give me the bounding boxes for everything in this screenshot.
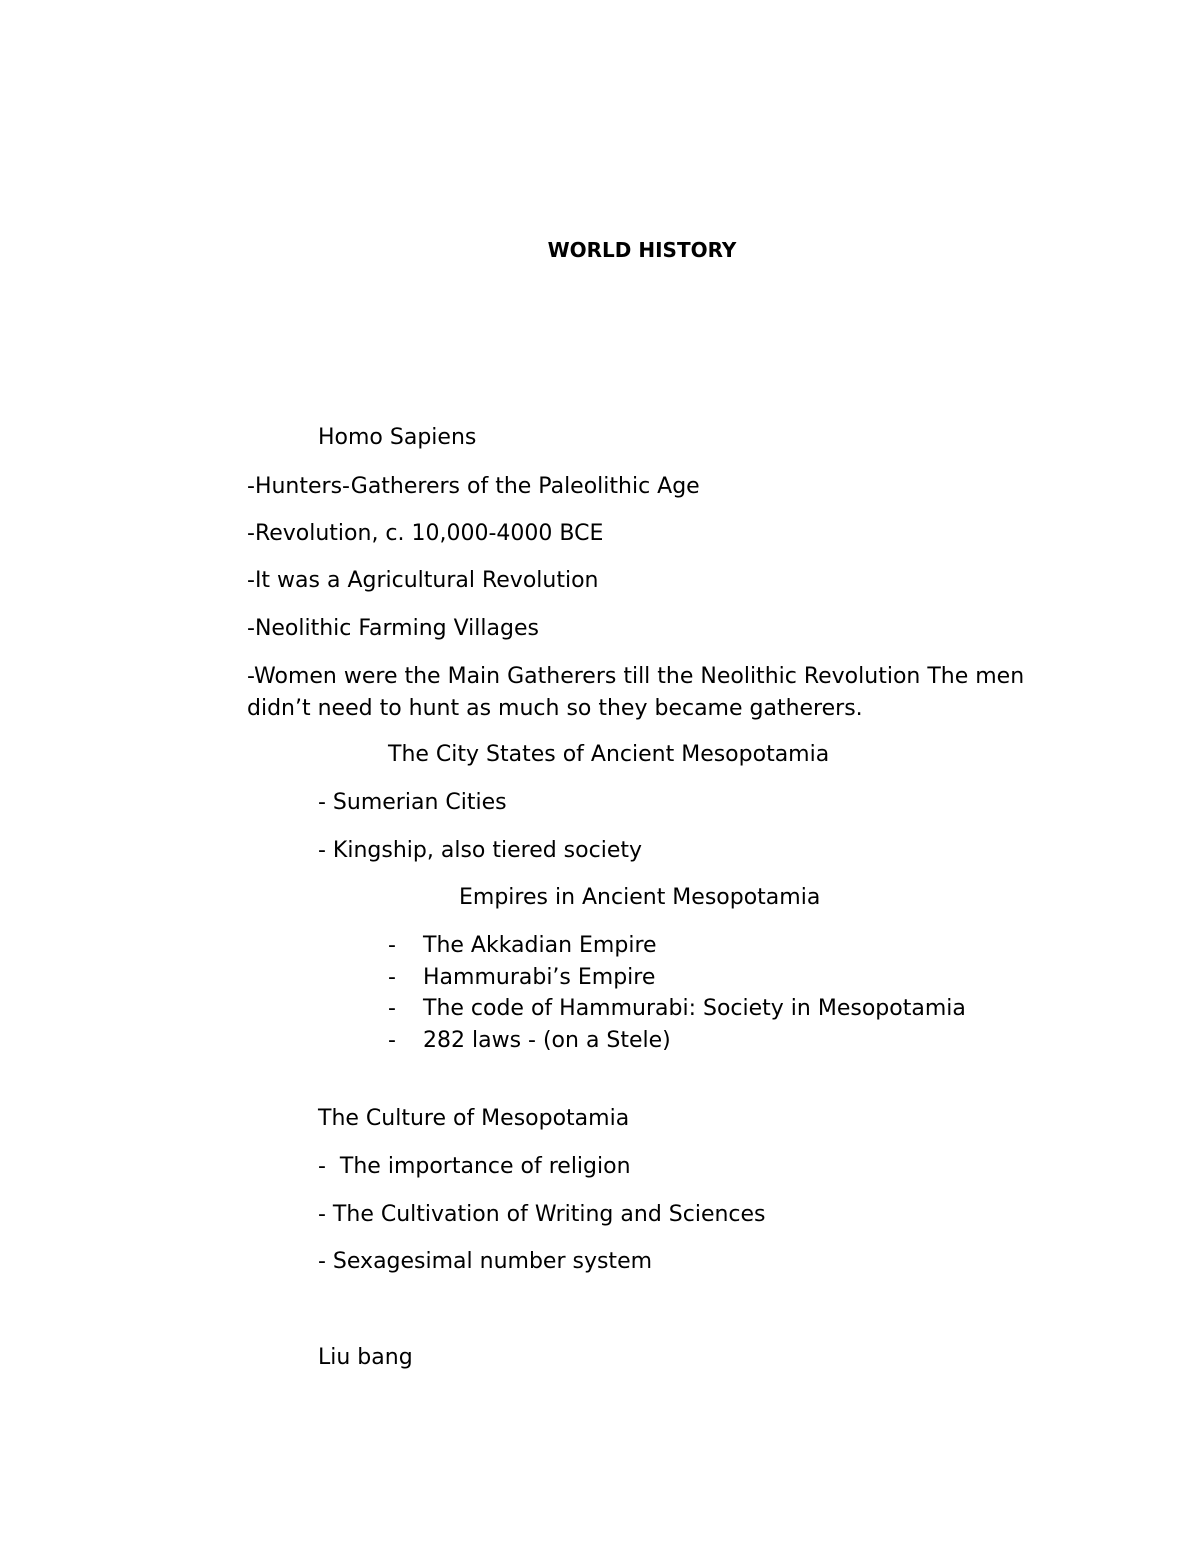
text-line: -Revolution, c. 10,000-4000 BCE: [247, 521, 604, 546]
text-line: - Sexagesimal number system: [318, 1249, 653, 1274]
section-heading-liu-bang: Liu bang: [318, 1345, 413, 1370]
text-line: -It was a Agricultural Revolution: [247, 568, 599, 593]
list-item-text: Hammurabi’s Empire: [423, 964, 656, 990]
bullet-dash: -: [388, 933, 396, 958]
section-heading-empires: Empires in Ancient Mesopotamia: [459, 885, 821, 910]
list-item: [388, 993, 966, 1025]
bullet-dash: -: [388, 964, 396, 990]
text-line: -Hunters-Gatherers of the Paleolithic Age: [247, 474, 700, 499]
text-line: - Kingship, also tiered society: [318, 838, 642, 863]
list-item: [388, 962, 966, 994]
text-paragraph: -Women were the Main Gatherers till the Neolithic Revolution The men didn’t need to hunt as much so they became gatherers.: [247, 664, 1025, 721]
text-line: - Sumerian Cities: [318, 790, 507, 815]
empires-list: [388, 930, 966, 1056]
section-heading-culture: The Culture of Mesopotamia: [318, 1106, 630, 1131]
list-item-text: The code of Hammurabi: Society in Mesopotamia: [423, 996, 966, 1021]
list-item-text: The Akkadian Empire: [423, 933, 657, 958]
document-title: WORLD HISTORY: [547, 238, 737, 262]
list-item-text: 282 laws - (on a Stele): [423, 1027, 671, 1053]
list-item: [388, 930, 966, 962]
text-line: -Neolithic Farming Villages: [247, 616, 539, 641]
section-heading-city-states: The City States of Ancient Mesopotamia: [388, 742, 830, 767]
bullet-dash: -: [388, 1027, 396, 1053]
list-item: [388, 1025, 966, 1057]
bullet-dash: -: [388, 996, 396, 1021]
text-line: - The importance of religion: [318, 1154, 631, 1179]
text-line: - The Cultivation of Writing and Sciences: [318, 1202, 766, 1227]
section-heading-homo-sapiens: Homo Sapiens: [318, 425, 477, 450]
